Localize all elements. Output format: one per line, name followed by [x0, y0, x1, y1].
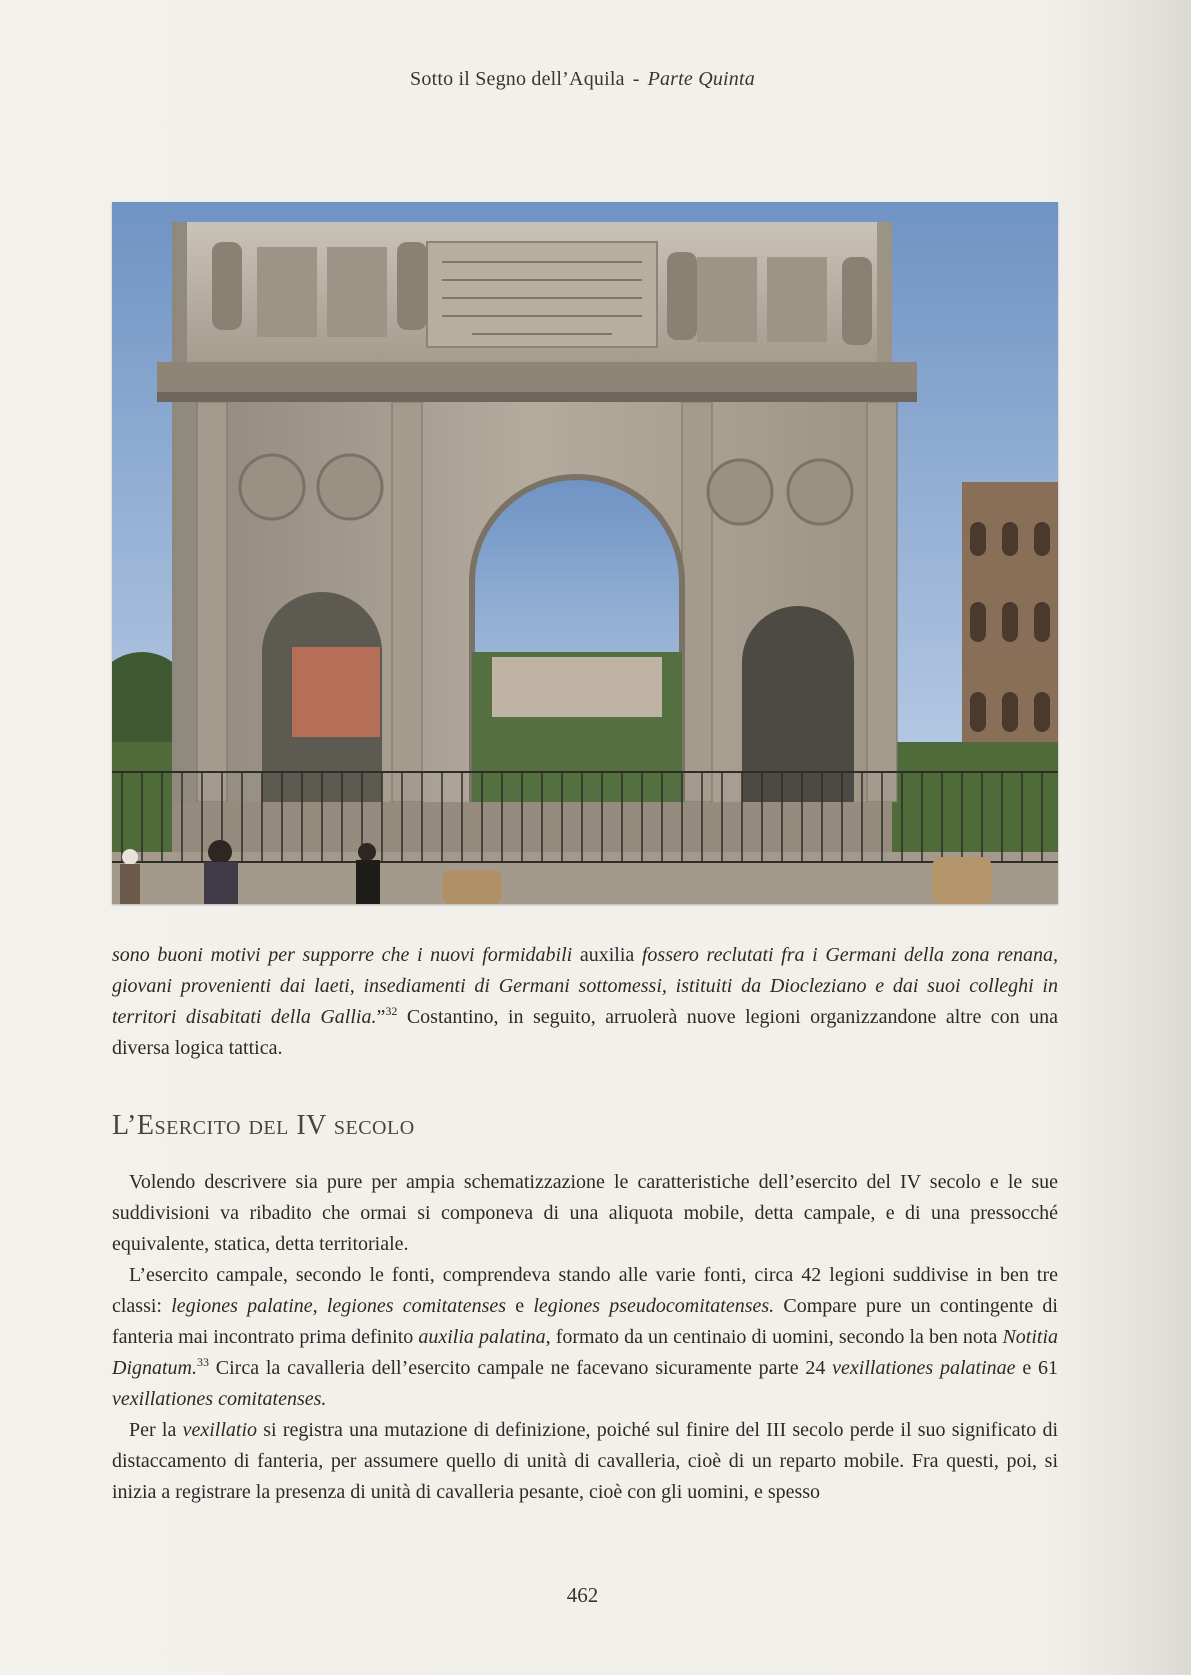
caption-italic-1: sono buoni motivi per supporre che i nuovi formidabili — [112, 944, 573, 966]
p2-text-e: Circa la cavalleria dell’esercito campale ne facevano sicuramente parte 24 — [209, 1357, 833, 1379]
p2-text-a: L’esercito campale, secondo le fonti, comprendeva stando alle varie fonti, circa 42 legioni suddivise in ben tre classi: — [112, 1264, 1058, 1317]
photo-caption — [112, 940, 1058, 1064]
part-title: Parte Quinta — [647, 68, 755, 90]
p3-italic-1: vexillatio — [182, 1419, 258, 1441]
paragraph-1: Volendo descrivere sia pure per ampia schematizzazione le caratteristiche dell’esercito del IV secolo e le sue suddivisioni va ribadito che ormai si componeva di una aliquota mobile, detta campale, e di una pressocché equivalente, statica, detta territoriale. — [112, 1171, 1058, 1255]
caption-word-auxilia: auxilia — [572, 944, 642, 966]
p2-text-f: e 61 — [1015, 1357, 1058, 1379]
p2-italic-5: vexillationes palatinae — [832, 1357, 1016, 1379]
arch-of-constantine-photo — [112, 202, 1058, 904]
p3-text-b: si registra una mutazione di definizione, poiché sul finire del III secolo perde il suo significato di distaccamento di fanteria, per assumere quello di unità di cavalleria, cioè di un reparto mobile. Fra questi, poi, si inizia a registrare la presenza di unità di cavalleria pesante, cioè con gli uomini, e spesso — [112, 1419, 1059, 1503]
running-header — [0, 68, 1165, 91]
p2-text-d: , formato da un centinaio di uomini, secondo la ben nota — [545, 1326, 1003, 1348]
paragraph-3 — [112, 1415, 1058, 1508]
section-title: L’Esercito del IV secolo — [112, 1110, 415, 1141]
p2-text-c: Compare pure un contingente di fanteria mai incontrato prima definito — [112, 1295, 1058, 1348]
p2-italic-4: Notitia Dignatum. — [112, 1326, 1059, 1379]
book-title: Sotto il Segno dell’Aquila — [410, 68, 625, 90]
body-text — [112, 1167, 1058, 1508]
paragraph-2 — [112, 1260, 1058, 1415]
p2-italic-3: auxilia palatina — [418, 1326, 546, 1348]
footnote-ref-32[interactable]: 32 — [385, 1004, 398, 1018]
p2-text-b: e — [506, 1295, 534, 1317]
caption-quote-close: ” — [376, 1006, 386, 1028]
footnote-ref-33[interactable]: 33 — [197, 1355, 209, 1369]
p2-italic-6: vexillationes comitatenses. — [112, 1388, 327, 1410]
header-separator: - — [632, 68, 640, 90]
p3-text-a: Per la — [129, 1419, 183, 1441]
page-number: 462 — [566, 1583, 599, 1607]
p2-italic-1: legiones palatine, legiones comitatenses — [171, 1295, 507, 1317]
caption-italic-2: fossero reclutati fra i Germani della zona renana, giovani provenienti dai laeti, insediamenti di Germani sottomessi, istituiti da Diocleziano e dai suoi colleghi in territori disabitati della Gallia. — [112, 944, 1058, 1028]
p2-italic-2: legiones pseudocomitatenses. — [533, 1295, 775, 1317]
caption-end: Costantino, in seguito, arruolerà nuove legioni organizzandone altre con una diversa logica tattica. — [112, 1006, 1058, 1059]
